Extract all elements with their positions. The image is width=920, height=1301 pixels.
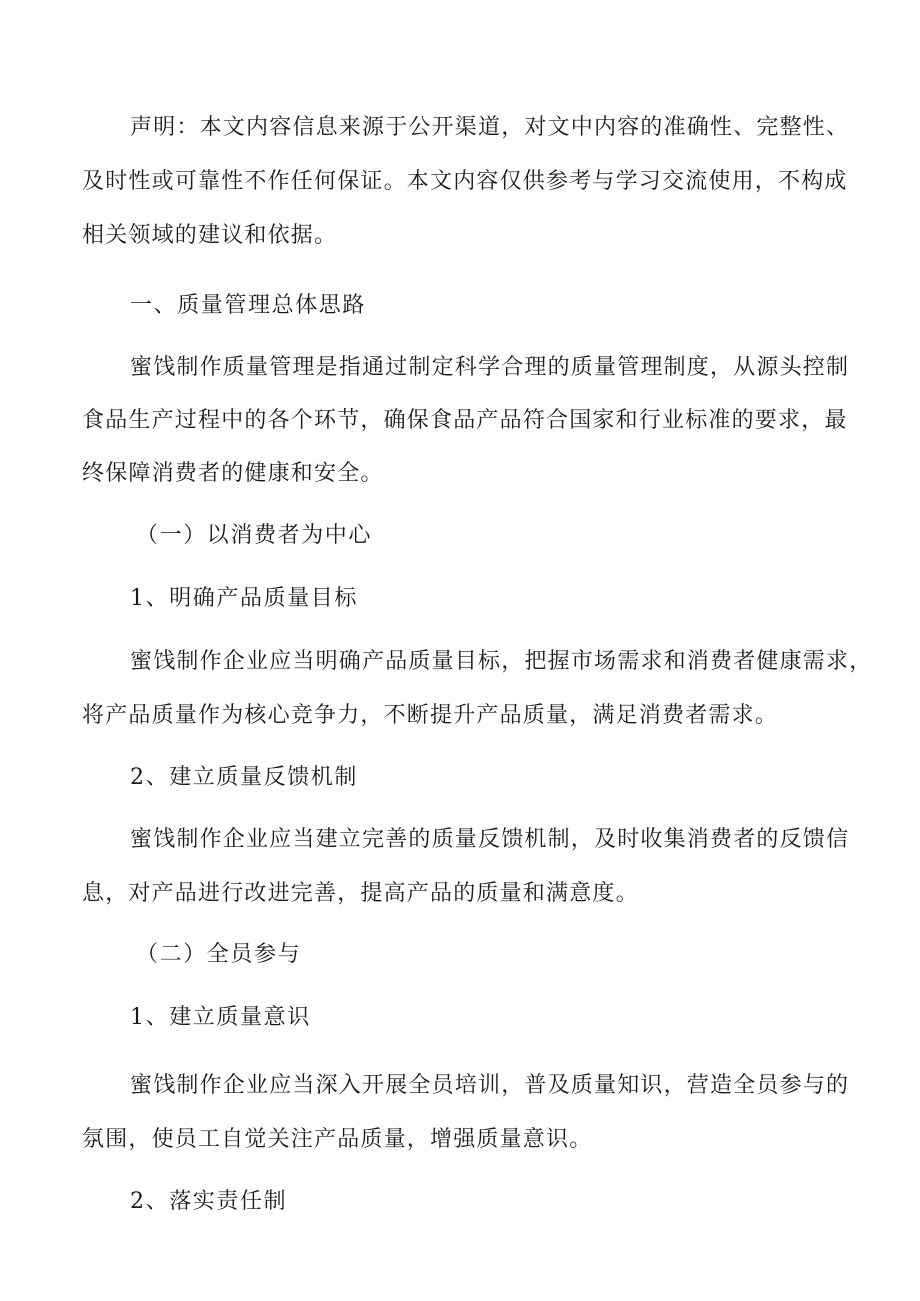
subsection-2-item-1-body-line-2: 氛围，使员工自觉关注产品质量，增强质量意识。 [82, 1127, 593, 1152]
subsection-1-item-1-body-line-2: 将产品质量作为核心竞争力，不断提升产品质量，满足消费者需求。 [82, 703, 779, 728]
subsection-1-item-1-body-line-1: 蜜饯制作企业应当明确产品质量目标，把握市场需求和消费者健康需求， [130, 649, 873, 674]
section-1-heading: 一、质量管理总体思路 [130, 293, 367, 318]
subsection-2-heading: （二）全员参与 [136, 942, 302, 967]
subsection-2-item-1-heading: 1、建立质量意识 [130, 1005, 311, 1030]
disclaimer-line-2: 及时性或可靠性不作任何保证。本文内容仅供参考与学习交流使用，不构成 [82, 169, 848, 194]
subsection-1-item-2-body-line-2: 息，对产品进行改进完善，提高产品的质量和满意度。 [82, 881, 639, 906]
subsection-2-item-2-heading: 2、落实责任制 [130, 1189, 288, 1214]
subsection-1-heading: （一）以消费者为中心 [136, 523, 373, 548]
subsection-1-item-1-heading: 1、明确产品质量目标 [130, 586, 358, 611]
section-1-body-line-1: 蜜饯制作质量管理是指通过制定科学合理的质量管理制度，从源头控制 [130, 355, 850, 380]
disclaimer-line-1: 声明：本文内容信息来源于公开渠道，对文中内容的准确性、完整性、 [130, 115, 850, 140]
subsection-1-item-2-body-line-1: 蜜饯制作企业应当建立完善的质量反馈机制，及时收集消费者的反馈信 [130, 827, 850, 852]
disclaimer-line-3: 相关领域的建议和依据。 [82, 223, 338, 248]
section-1-body-line-3: 终保障消费者的健康和安全。 [82, 461, 384, 486]
subsection-2-item-1-body-line-1: 蜜饯制作企业应当深入开展全员培训，普及质量知识，营造全员参与的 [130, 1073, 850, 1098]
subsection-1-item-2-heading: 2、建立质量反馈机制 [130, 765, 358, 790]
section-1-body-line-2: 食品生产过程中的各个环节，确保食品产品符合国家和行业标准的要求，最 [82, 408, 848, 433]
